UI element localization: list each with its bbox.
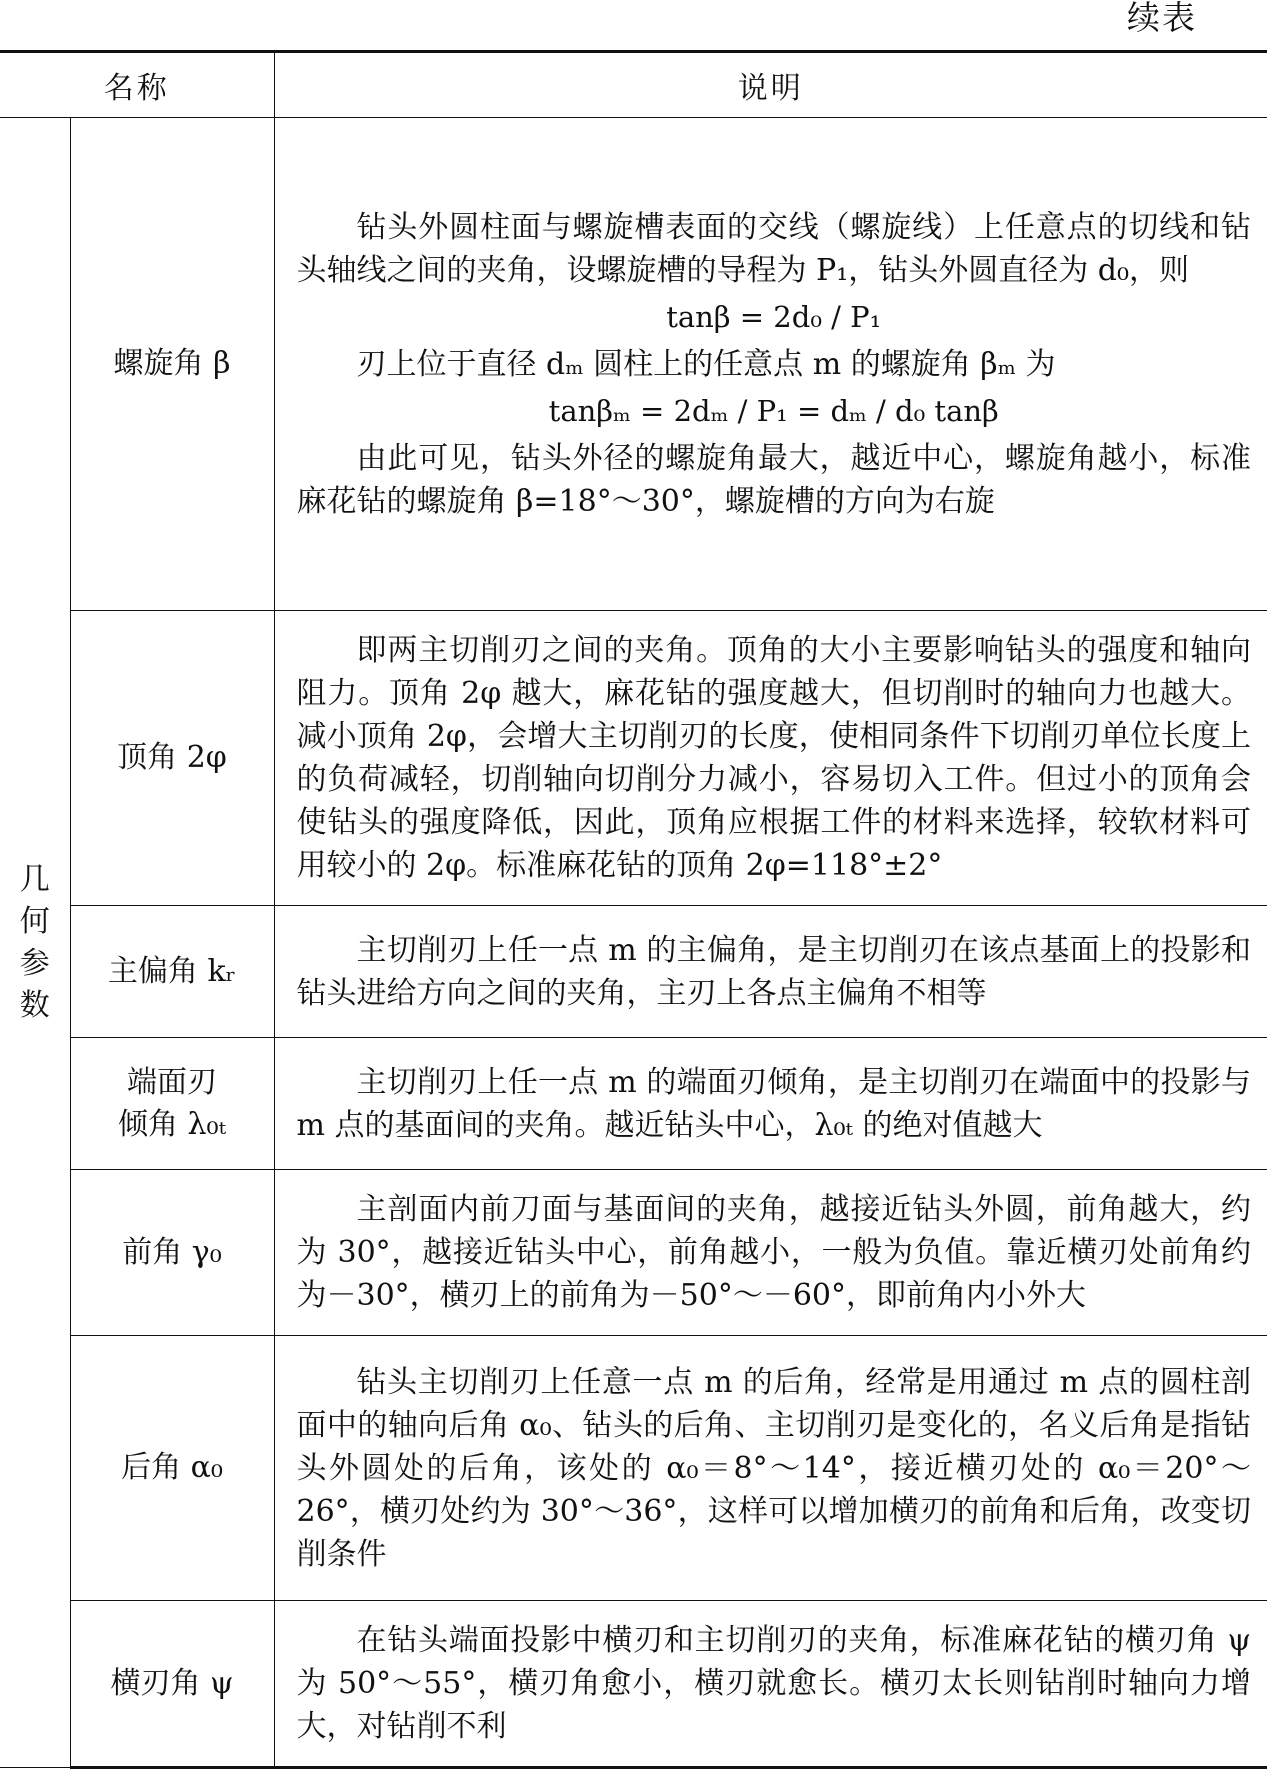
group-label-char: 参 — [19, 945, 50, 981]
parameter-name: 横刃角 ψ — [70, 1601, 274, 1768]
description-paragraph: 即两主切削刃之间的夹角。顶角的大小主要影响钻头的强度和轴向阻力。顶角 2φ 越大，麻花钻的强度越大，但切削时的轴向力也越大。减小顶角 2φ，会增大主切削刃的长度，使相同条件下切削刃单位长度上的负荷减轻，切削轴向切削分力减小，容易切入工件。但过小的顶角会使钻头的强度降低，因此，顶角应根据工件的材料来选择，较软材料可用较小的 2φ。标准麻花钻的顶角 2φ=118°±2° — [296, 633, 1251, 883]
column-header-description: 说明 — [274, 52, 1267, 118]
group-label-cell — [0, 118, 70, 1768]
table-row — [0, 1336, 1267, 1601]
parameter-description — [274, 1170, 1267, 1336]
continued-label: 续表 — [1127, 0, 1197, 37]
table-row — [0, 118, 1267, 611]
description-paragraph: 主切削刃上任一点 m 的端面刃倾角，是主切削刃在端面中的投影与 m 点的基面间的夹角。越近钻头中心，λ₀ₜ 的绝对值越大 — [296, 1064, 1251, 1143]
group-label-char: 数 — [19, 987, 50, 1023]
parameter-description — [274, 118, 1267, 611]
parameter-name: 螺旋角 β — [70, 118, 274, 611]
parameter-description — [274, 1336, 1267, 1601]
parameter-name-line: 端面刃 — [127, 1064, 217, 1100]
parameter-table — [0, 50, 1267, 1769]
parameter-name — [70, 1038, 274, 1170]
table-row — [0, 1170, 1267, 1336]
description-paragraph: 主剖面内前刀面与基面间的夹角，越接近钻头外圆，前角越大，约为 30°，越接近钻头中心，前角越小，一般为负值。靠近横刃处前角约为－30°，横刃上的前角为－50°～－60°，即前角内小外大 — [296, 1192, 1251, 1313]
table-row — [0, 611, 1267, 906]
description-paragraph: 刃上位于直径 dₘ 圆柱上的任意点 m 的螺旋角 βₘ 为 — [356, 346, 1056, 382]
description-paragraph: 在钻头端面投影中横刃和主切削刃的夹角，标准麻花钻的横刃角 ψ 为 50°～55°，横刃角愈小，横刃就愈长。横刃太长则钻削时轴向力增大，对钻削不利 — [296, 1623, 1251, 1744]
parameter-description — [274, 906, 1267, 1038]
parameter-name-line: 倾角 λ₀ₜ — [118, 1106, 226, 1142]
table-row — [0, 1038, 1267, 1170]
parameter-name: 顶角 2φ — [70, 611, 274, 906]
formula-helix-angle: tanβ = 2d₀ / P₁ — [666, 299, 882, 334]
table-header-row — [0, 52, 1267, 118]
table-row — [0, 1601, 1267, 1768]
parameter-description — [274, 1038, 1267, 1170]
parameter-name: 主偏角 kᵣ — [70, 906, 274, 1038]
table-row — [0, 906, 1267, 1038]
parameter-name: 后角 α₀ — [70, 1336, 274, 1601]
parameter-name: 前角 γ₀ — [70, 1170, 274, 1336]
description-paragraph: 由此可见，钻头外径的螺旋角最大，越近中心，螺旋角越小，标准麻花钻的螺旋角 β=18°～30°，螺旋槽的方向为右旋 — [296, 440, 1251, 519]
description-paragraph: 钻头外圆柱面与螺旋槽表面的交线（螺旋线）上任意点的切线和钻头轴线之间的夹角，设螺旋槽的导程为 P₁，钻头外圆直径为 d₀，则 — [296, 209, 1251, 288]
group-label-char: 几 — [19, 861, 50, 897]
group-label-char: 何 — [19, 903, 50, 939]
description-paragraph: 钻头主切削刃上任意一点 m 的后角，经常是用通过 m 点的圆柱剖面中的轴向后角 α₀、钻头的后角、主切削刃是变化的，名义后角是指钻头外圆处的后角，该处的 α₀＝8°～14°，接近横刃处的 α₀＝20°～26°，横刃处约为 30°～36°，这样可以增加横刃的前角和后角，改变切削条件 — [296, 1364, 1251, 1572]
parameter-description — [274, 1601, 1267, 1768]
formula-local-helix-angle: tanβₘ = 2dₘ / P₁ = dₘ / d₀ tanβ — [548, 393, 999, 428]
description-paragraph: 主切削刃上任一点 m 的主偏角，是主切削刃在该点基面上的投影和钻头进给方向之间的夹角，主刃上各点主偏角不相等 — [296, 932, 1251, 1011]
parameter-description — [274, 611, 1267, 906]
column-header-name: 名称 — [0, 52, 274, 118]
